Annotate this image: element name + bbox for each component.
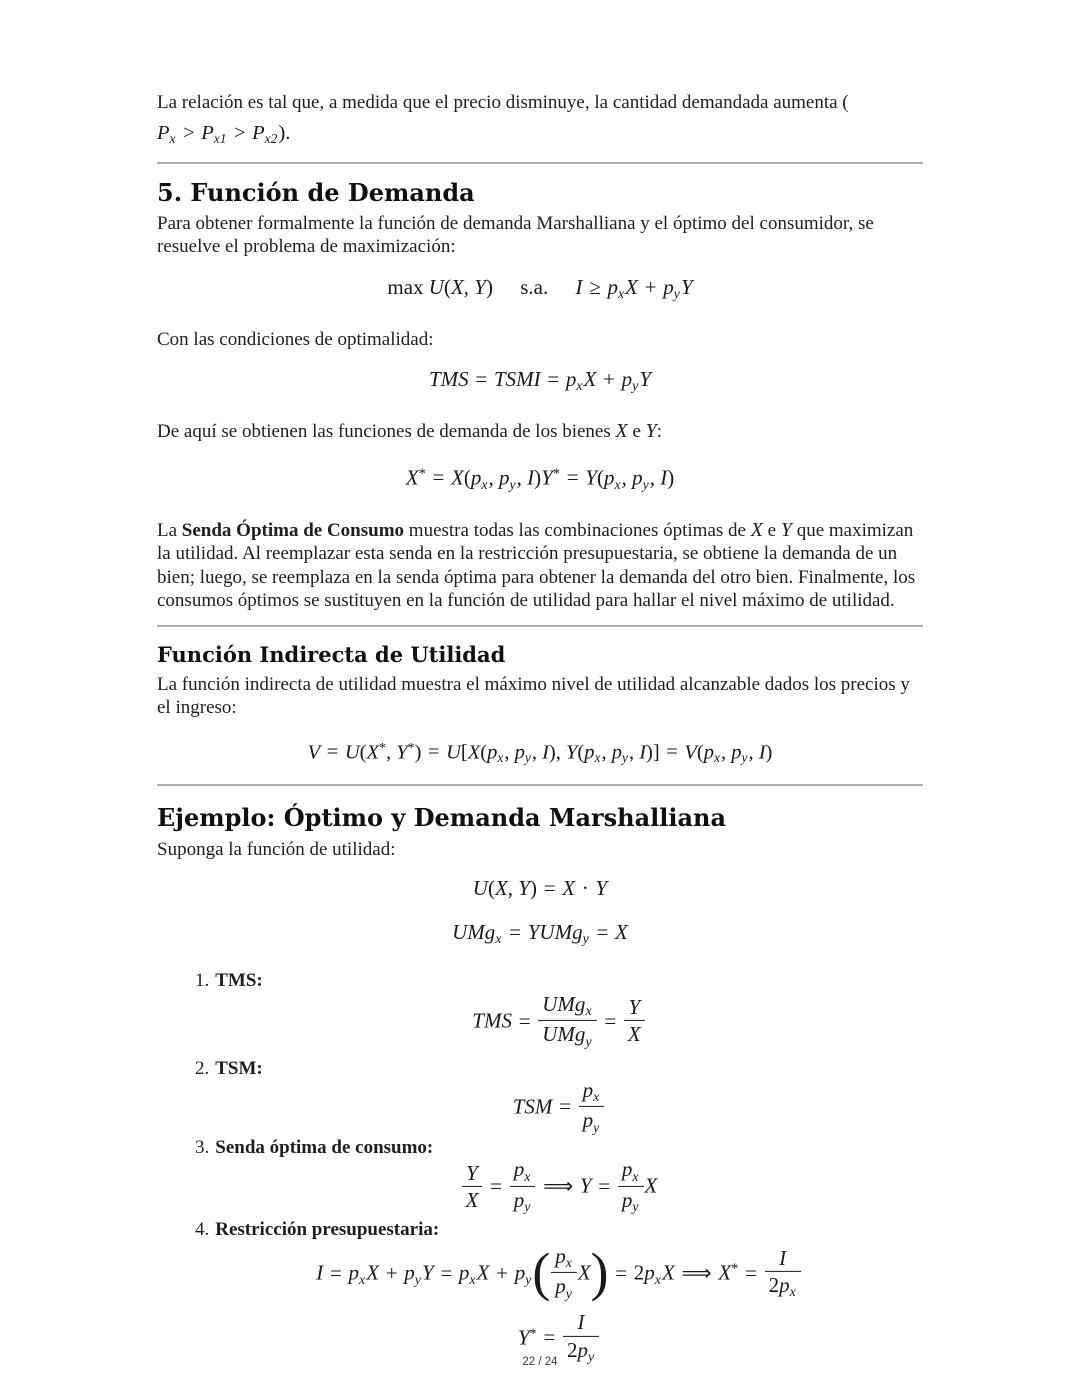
paragraph-condiciones-optimalidad: Con las condiciones de optimalidad: (157, 329, 434, 351)
subsection-title-funcion-indirecta: Función Indirecta de Utilidad (157, 641, 506, 667)
list-number: 4. (195, 1219, 210, 1241)
paragraph-funcion-indirecta: La función indirecta de utilidad muestra el máximo nivel de utilidad alcanzable dados los precios y el ingreso: (157, 673, 910, 719)
section-divider (157, 162, 923, 164)
paragraph-funciones-demanda: De aquí se obtienen las funciones de demanda de los bienes X e Y: (157, 420, 662, 443)
equation-funcion-utilidad: U(X, Y) = X · Y (472, 875, 608, 900)
equation-utilidad-indirecta: V = U(X*, $Y^*) = U[X(p_x$, $p_y$, I), $Y(p_x$, $p_y$, $I)] = V(p_x$, $p_y$, I) (307, 740, 773, 766)
list-label: TMS: (215, 970, 263, 992)
equation-max-utility: max U(X, Y) s.a. $I \ge p_xX + p_yY$ (387, 274, 693, 302)
list-item-senda-optima (195, 1137, 923, 1159)
list-number: 3. (195, 1137, 210, 1159)
intro-inline-math: $P_x > P_{x1} > P_{x2}$). (157, 121, 291, 146)
intro-paragraph: La relación es tal que, a medida que el precio disminuye, la cantidad demandada aumenta ( (157, 92, 849, 113)
list-number: 1. (195, 970, 210, 992)
list-label: Senda óptima de consumo: (215, 1137, 434, 1159)
section-title-ejemplo: Ejemplo: Óptimo y Demanda Marshalliana (157, 803, 727, 833)
paragraph-senda-optima: La Senda Óptima de Consumo muestra todas las combinaciones óptimas de X e Y que maximizan la utilidad. Al reemplazar esta senda en la restricción presupuestaria, se obtiene la demanda de un bien; luego, se reemplaza en la senda óptima para obtener la demanda del otro bien. Finalmente, los consumos óptimos se sustituyen en la función de utilidad para hallar el nivel máximo de utilidad. (157, 518, 916, 612)
list-item-tms (195, 970, 923, 992)
equation-utilidades-marginales: UMg$_x$ = YUMg$_y$ = X (452, 919, 628, 947)
list-item-tsm (195, 1058, 923, 1080)
list-number: 2. (195, 1057, 210, 1079)
paragraph-suponga-utilidad: Suponga la función de utilidad: (157, 839, 396, 861)
list-label: TSM: (215, 1057, 263, 1079)
equation-tms-tsmi: TMS = TSMI = $p_xX + p_yY$ (428, 366, 652, 394)
equation-demanda-marshalliana: $X^* = X(p_x$, $p_y$, $I)Y^* = Y(p_x$, $p_y$, I) (405, 465, 675, 492)
equation-restriccion-presupuestaria: $I = p_xX + p_yY = p_xX + p_y$( $\frac{p_x}{p_y}$ $X) = 2p_xX$ ⟹ X* = $\frac{I}{2p_x}$ (195, 1241, 923, 1308)
section-title-funcion-de-demanda: 5. Función de Demanda (157, 177, 475, 207)
list-item-restriccion (195, 1219, 923, 1241)
section-divider (157, 784, 923, 786)
list-label: Restricción presupuestaria: (215, 1219, 440, 1241)
section-divider (157, 625, 923, 627)
equation-y-star: Y* = $\frac{I}{2p_y}$ (195, 1308, 923, 1367)
equation-tms-ratio: TMS = $\frac{UMg_x}{UMg_y}$ = $\frac{Y}{X}$ (195, 994, 923, 1052)
equation-tsm-ratio: TSM = $\frac{p_x}{p_y}$ (195, 1080, 923, 1138)
equation-senda-optima: $\frac{Y}{X}$ = $\frac{p_x}{p_y}$ ⟹ Y = $\frac{p_x}{p_y}$ X (195, 1159, 923, 1217)
page-number: 22 / 24 (522, 1356, 558, 1368)
paragraph-maximizacion: Para obtener formalmente la función de demanda Marshalliana y el óptimo del consumidor, se resuelve el problema de maximización: (157, 212, 874, 258)
